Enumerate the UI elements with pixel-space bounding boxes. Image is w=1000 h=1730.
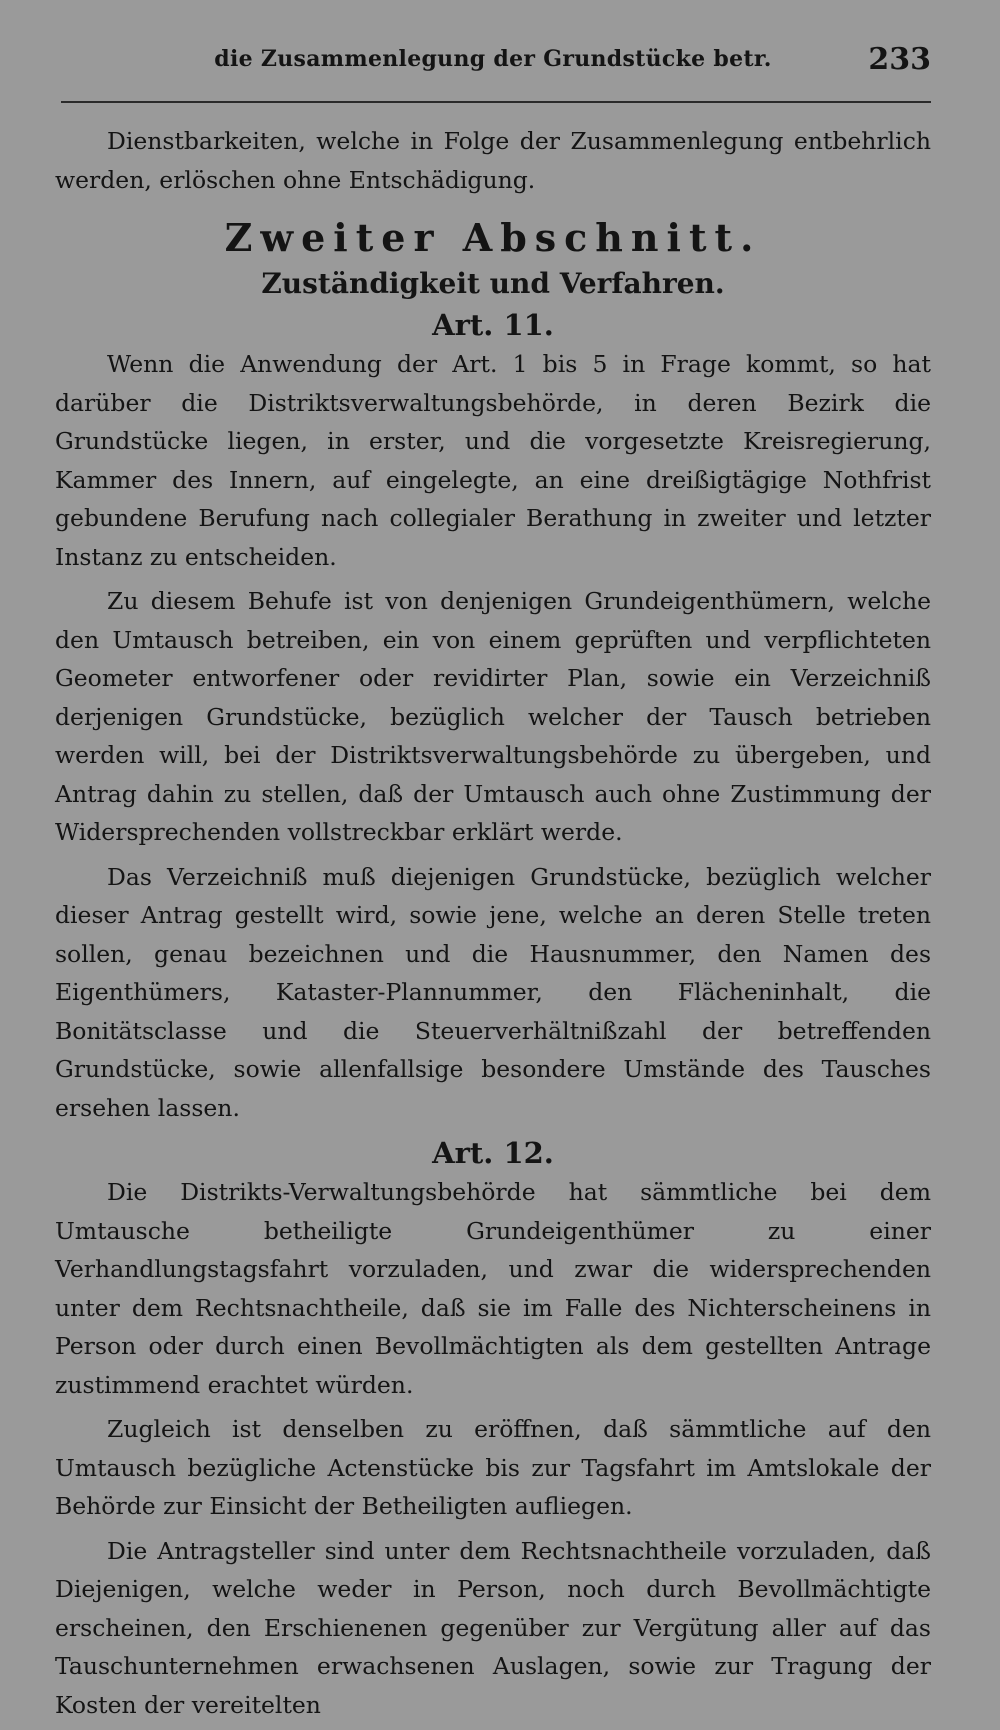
art12-paragraph-1: Die Distrikts-Verwaltungsbehörde hat sämmtliche bei dem Umtausche betheiligte Grundeigenthümer zu einer Verhandlungstagsfahrt vorzuladen, und zwar die widersprechenden unter dem Rechtsnachtheile, daß sie im Falle des Nichterscheinens in Person oder durch einen Bevollmächtigten als dem gestellten Antrage zustimmend erachtet würden. — [55, 1178, 931, 1399]
header-rule — [61, 101, 931, 103]
document-page — [55, 38, 931, 1719]
art11-paragraph-1: Wenn die Anwendung der Art. 1 bis 5 in Frage kommt, so hat darüber die Distriktsverwaltungsbehörde, in deren Bezirk die Grundstücke liegen, in erster, und die vorgesetzte Kreisregierung, Kammer des Innern, auf eingelegte, an eine dreißigtägige Nothfrist gebundene Berufung nach collegialer Berathung in zweiter und letzter Instanz zu entscheiden. — [55, 350, 931, 571]
article-12-heading: Art. 12. — [432, 1136, 554, 1170]
art12-paragraph-2: Zugleich ist denselben zu eröffnen, daß sämmtliche auf den Umtausch bezügliche Actenstücke bis zur Tagsfahrt im Amtslokale der Behörde zur Einsicht der Betheiligten aufliegen. — [55, 1415, 931, 1520]
article-11-heading: Art. 11. — [432, 308, 554, 342]
page-content — [55, 122, 931, 1730]
section-title: Zweiter Abschnitt. — [224, 215, 762, 260]
section-subtitle: Zuständigkeit und Verfahren. — [261, 267, 725, 300]
page-number: 233 — [868, 42, 931, 77]
running-header — [55, 38, 931, 88]
art11-paragraph-2: Zu diesem Behufe ist von denjenigen Grundeigenthümern, welche den Umtausch betreiben, ein von einem geprüften und verpflichteten Geometer entworfener oder revidirter Plan, sowie ein Verzeichniß derjenigen Grundstücke, bezüglich welcher der Tausch betrieben werden will, bei der Distriktsverwaltungsbehörde zu übergeben, und Antrag dahin zu stellen, daß der Umtausch auch ohne Zustimmung der Widersprechenden vollstreckbar erklärt werde. — [55, 587, 931, 846]
intro-paragraph: Dienstbarkeiten, welche in Folge der Zusammenlegung entbehrlich werden, erlöschen ohne Entschädigung. — [55, 127, 931, 194]
running-title: die Zusammenlegung der Grundstücke betr. — [214, 46, 772, 72]
art11-paragraph-3: Das Verzeichniß muß diejenigen Grundstücke, bezüglich welcher dieser Antrag gestellt wird, sowie jene, welche an deren Stelle treten sollen, genau bezeichnen und die Hausnummer, den Namen des Eigenthümers, Kataster-Plannummer, den Flächeninhalt, die Bonitätsclasse und die Steuerverhältnißzahl der betreffenden Grundstücke, sowie allenfallsige besondere Umstände des Tausches ersehen lassen. — [55, 862, 931, 1122]
art12-paragraph-3: Die Antragsteller sind unter dem Rechtsnachtheile vorzuladen, daß Diejenigen, welche weder in Person, noch durch Bevollmächtigte erscheinen, den Erschienenen gegenüber zur Vergütung aller auf das Tauschunternehmen erwachsenen Auslagen, sowie zur Tragung der Kosten der vereitelten — [55, 1536, 931, 1719]
